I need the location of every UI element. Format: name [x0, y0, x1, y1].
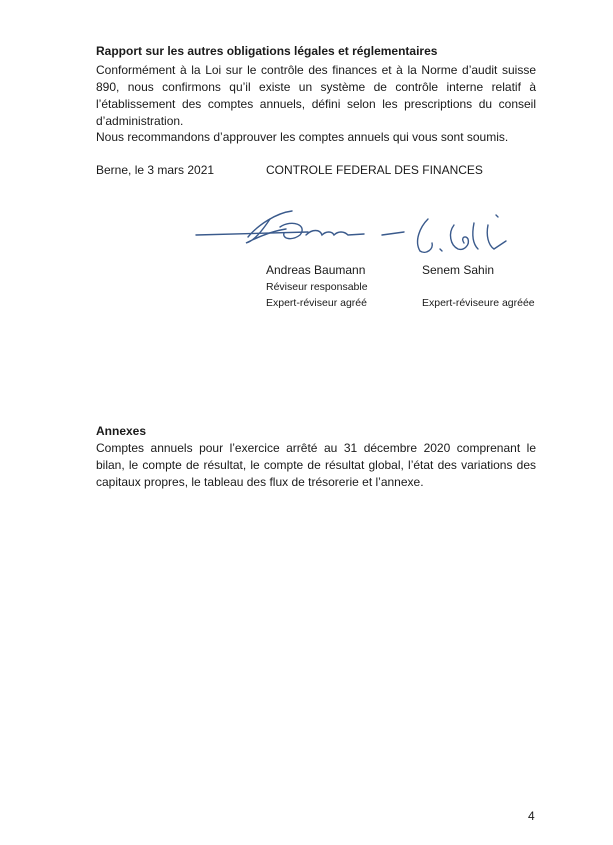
authority-name: CONTROLE FEDERAL DES FINANCES	[266, 163, 483, 177]
signatory-name: Senem Sahin	[422, 263, 495, 277]
signatory-name: Andreas Baumann	[266, 263, 366, 277]
annexes-heading: Annexes	[96, 424, 147, 438]
report-paragraph: Conformément à la Loi sur le contrôle des finances et à la Norme d’audit suisse 890, nous confirmons qu’il existe un système de contrôle interne relatif à l’établissement des comptes annuels, défini selon les prescriptions du conseil d’administration.	[96, 63, 536, 128]
report-heading: Rapport sur les autres obligations légales et réglementaires	[96, 44, 438, 58]
signatory-role: Réviseur responsable	[266, 281, 368, 293]
recommendation-text: Nous recommandons d’approuver les comptes annuels qui vous sont soumis.	[96, 130, 509, 144]
signatory-title: Expert-réviseur agréé	[266, 297, 367, 309]
page-number: 4	[528, 809, 535, 823]
signatory-title: Expert-réviseure agréée	[422, 297, 535, 309]
place-date: Berne, le 3 mars 2021	[96, 163, 215, 177]
signature-image	[188, 205, 528, 265]
annexes-text: Comptes annuels pour l’exercice arrêté au 31 décembre 2020 comprenant le bilan, le compte de résultat, le compte de résultat global, l’état des variations des capitaux propres, le tableau des flux de trésorerie et l’annexe.	[96, 441, 536, 489]
